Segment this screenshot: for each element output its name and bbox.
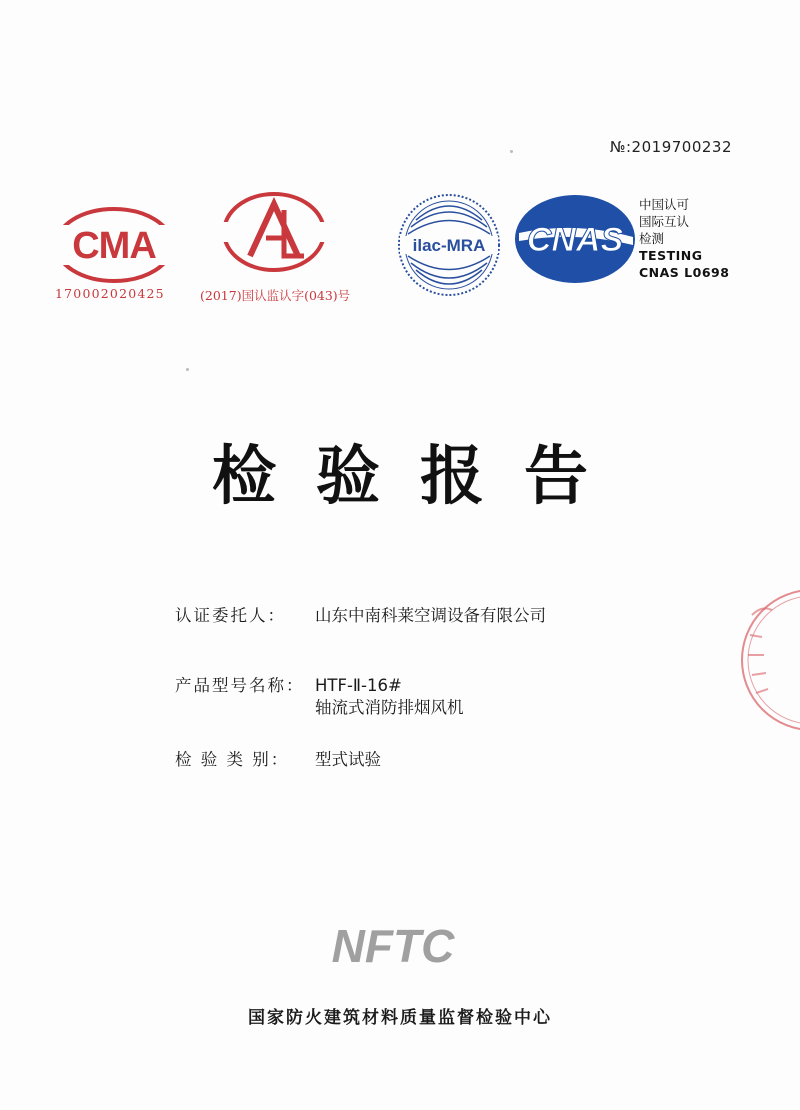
cal-number: (2017)国认监认字(043)号 bbox=[200, 288, 351, 303]
cnas-caption-line: 检测 bbox=[639, 231, 665, 246]
seal-stamp bbox=[722, 585, 800, 735]
product-label: 产品型号名称： bbox=[175, 676, 305, 695]
ilac-mra-logo bbox=[396, 192, 502, 298]
cnas-caption-line: 国际互认 bbox=[639, 214, 690, 229]
svg-text:ilac-MRA: ilac-MRA bbox=[412, 236, 486, 255]
scan-speck bbox=[510, 150, 513, 153]
product-field bbox=[175, 672, 402, 696]
client-value: 山东中南科莱空调设备有限公司 bbox=[315, 606, 546, 625]
product-name: 轴流式消防排烟风机 bbox=[315, 698, 464, 717]
cnas-caption bbox=[639, 196, 729, 281]
svg-text:NFTC: NFTC bbox=[331, 920, 455, 970]
report-title: 检验报告 bbox=[212, 440, 628, 514]
cnas-caption-line: 中国认可 bbox=[639, 197, 690, 212]
category-label: 检 验 类 别： bbox=[175, 750, 290, 769]
client-label: 认证委托人： bbox=[175, 606, 286, 625]
cma-logo bbox=[52, 205, 177, 285]
client-field bbox=[175, 602, 546, 626]
category-field bbox=[175, 746, 381, 770]
cal-logo bbox=[220, 190, 328, 275]
issuing-organization: 国家防火建筑材料质量监督检验中心 bbox=[248, 1008, 552, 1028]
report-number: №:2019700232 bbox=[609, 138, 732, 156]
scan-speck bbox=[186, 368, 189, 371]
svg-text:CMA: CMA bbox=[72, 225, 156, 267]
svg-text:CNAS: CNAS bbox=[526, 221, 624, 259]
category-value: 型式试验 bbox=[315, 750, 381, 769]
product-model: HTF-Ⅱ-16# bbox=[315, 676, 402, 695]
nftc-logo bbox=[318, 918, 468, 970]
cnas-logo bbox=[513, 193, 638, 285]
cnas-caption-line: CNAS L0698 bbox=[639, 265, 730, 280]
cma-number: 170002020425 bbox=[55, 286, 165, 301]
cnas-caption-line: TESTING bbox=[639, 248, 703, 263]
